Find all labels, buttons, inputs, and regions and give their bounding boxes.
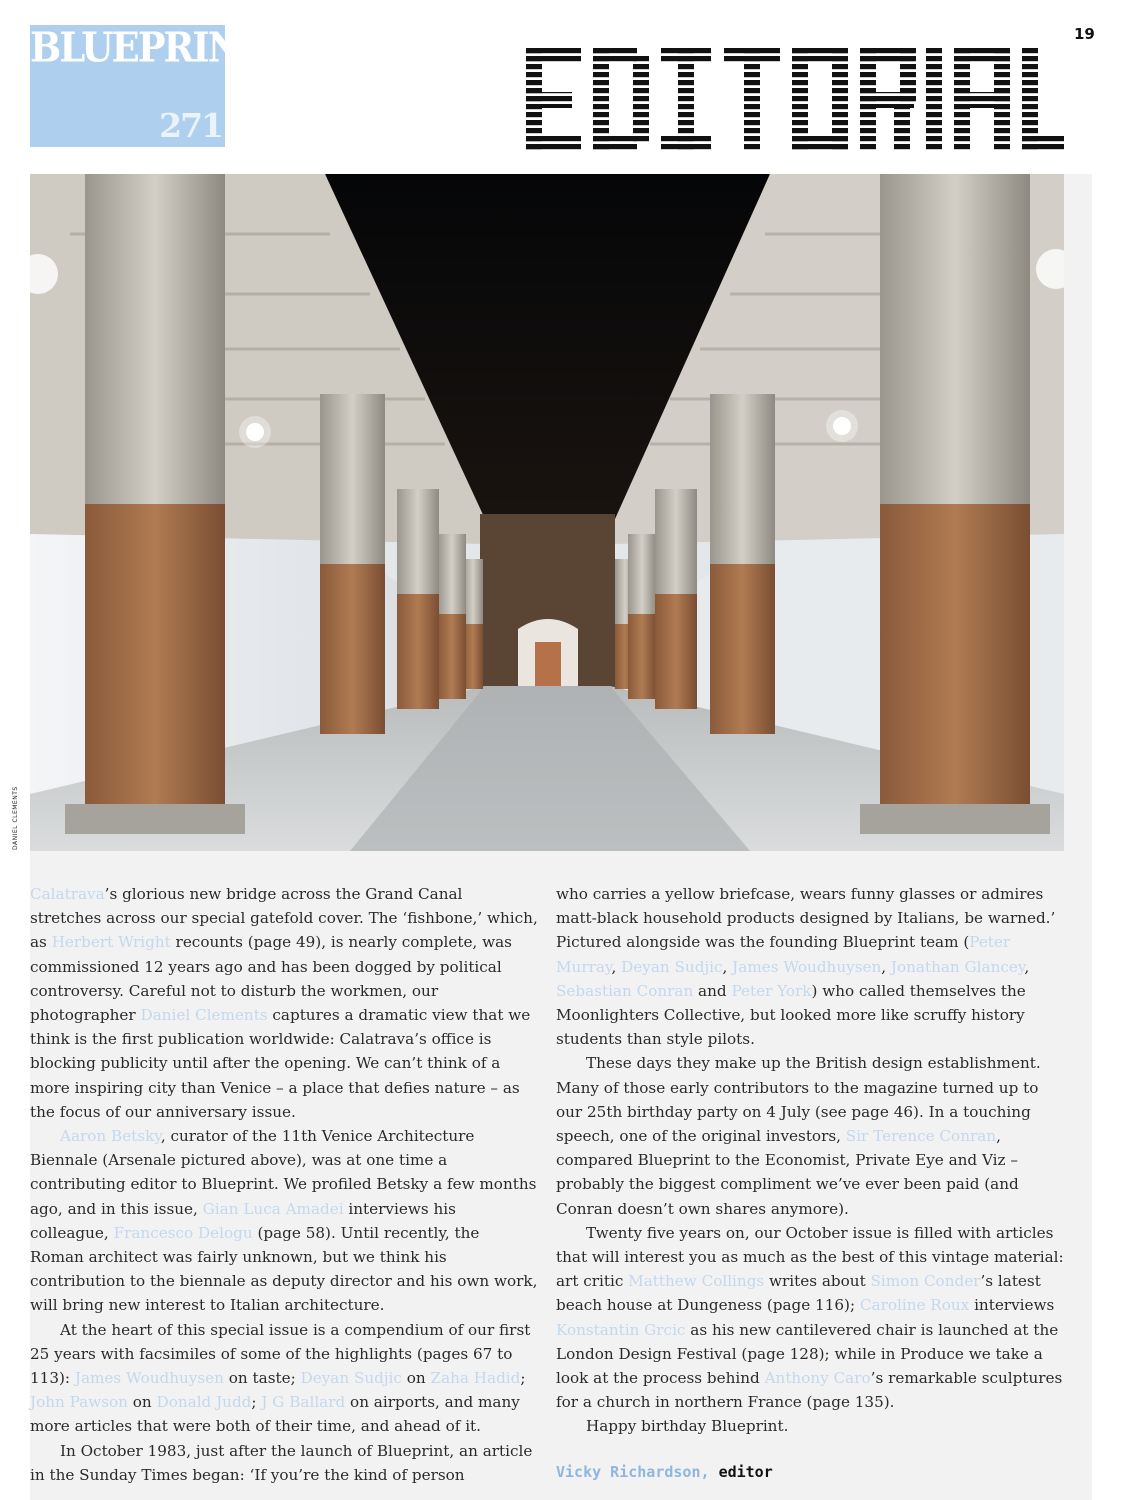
article-column-left bbox=[30, 882, 538, 1487]
paragraph-4a bbox=[30, 1439, 538, 1487]
paragraph-text: ’s glorious new bridge across the Grand Canal stretches across our special gatefold cover. The ‘fishbone,’ which, as bbox=[30, 885, 538, 952]
name-link[interactable]: Matthew Collings bbox=[628, 1272, 765, 1291]
paragraph-text: ; bbox=[520, 1369, 526, 1388]
name-link[interactable]: Zaha Hadid bbox=[430, 1369, 521, 1388]
editor-role: editor bbox=[718, 1463, 773, 1481]
paragraph-text: ; bbox=[251, 1393, 262, 1412]
name-link[interactable]: Daniel Clements bbox=[140, 1006, 268, 1025]
paragraph-text: and bbox=[693, 981, 732, 1000]
paragraph-text: on taste; bbox=[223, 1369, 301, 1388]
editor-signature bbox=[556, 1463, 773, 1481]
name-link[interactable]: J G Ballard bbox=[261, 1393, 346, 1412]
paragraph-text: Happy birthday Blueprint. bbox=[586, 1417, 789, 1436]
name-link[interactable]: John Pawson bbox=[30, 1393, 128, 1412]
editor-name[interactable]: Vicky Richardson, bbox=[556, 1463, 710, 1481]
arsenale-photo bbox=[30, 174, 1064, 851]
photo-credit: DANIEL CLEMENTS bbox=[12, 786, 19, 850]
logo-word: BLUEPRINT bbox=[30, 22, 265, 72]
page-number: 19 bbox=[1074, 25, 1095, 43]
name-link[interactable]: Caroline Roux bbox=[859, 1296, 970, 1315]
name-link[interactable]: Peter Murray bbox=[556, 933, 1011, 976]
article-column-right bbox=[556, 882, 1064, 1439]
paragraph-7 bbox=[556, 1414, 1064, 1438]
paragraph-text: At the heart of this special issue is a compendium of our first 25 years with facsimiles of some of the highlights (pages 67 to 113): bbox=[30, 1320, 531, 1388]
paragraph-text: ’s remarkable sculptures for a church in northern France (page 135). bbox=[556, 1369, 1063, 1412]
paragraph-text: , bbox=[881, 957, 891, 976]
paragraph-text: on bbox=[401, 1369, 431, 1388]
name-link[interactable]: Aaron Betsky bbox=[60, 1127, 161, 1146]
paragraph-6 bbox=[556, 1221, 1064, 1415]
paragraph-5 bbox=[556, 1051, 1064, 1220]
name-link[interactable]: Sebastian Conran bbox=[556, 981, 694, 1000]
paragraph-text: writes about bbox=[764, 1272, 871, 1291]
paragraph-text: ) who called themselves the Moonlighters Collective, but looked more like scruffy history students than style pilots. bbox=[556, 981, 1026, 1049]
paragraph-4b bbox=[556, 882, 1064, 1051]
name-link[interactable]: Deyan Sudjic bbox=[300, 1369, 402, 1388]
name-link[interactable]: Peter York bbox=[731, 981, 812, 1000]
paragraph-text: interviews his colleague, bbox=[30, 1199, 456, 1242]
paragraph-3 bbox=[30, 1318, 538, 1439]
paragraph-text: on airports, and many more articles that were both of their time, and ahead of it. bbox=[30, 1393, 520, 1436]
paragraph-2 bbox=[30, 1124, 538, 1318]
blueprint-logo[interactable] bbox=[30, 22, 265, 147]
paragraph-text: who carries a yellow briefcase, wears funny glasses or admires matt-black household products designed by Italians, be warned.’ Pictured alongside was the founding Blueprint team ( bbox=[556, 885, 1056, 952]
paragraph-text: Twenty five years on, our October issue is filled with articles that will interest you as much as the best of this vintage material: art critic bbox=[556, 1223, 1064, 1291]
paragraph-text: as his new cantilevered chair is launched at the London Design Festival (page 128); while in Produce we take a look at the process behind bbox=[556, 1320, 1059, 1388]
paragraph-1 bbox=[30, 882, 538, 1124]
paragraph-text: (page 58). Until recently, the Roman architect was fairly unknown, but we think his contribution to the biennale as deputy director and his own work, will bring new interest to Italian architecture. bbox=[30, 1223, 538, 1315]
paragraph-text: captures a dramatic view that we think is the first publication worldwide: Calatrava’s office is blocking publicity until after the opening. We can’t think of a more inspiring city than Venice – a place that defies nature – as the focus of our anniversary issue. bbox=[30, 1006, 531, 1121]
name-link[interactable]: Herbert Wright bbox=[51, 933, 171, 952]
paragraph-text: ’s latest beach house at Dungeness (page 116); bbox=[556, 1272, 1041, 1315]
paragraph-text: , bbox=[722, 957, 733, 976]
paragraph-text: These days they make up the British design establishment. Many of those early contributors to the magazine turned up to our 25th birthday party on 4 July (see page 46). In a touching speech, one of the original investors, bbox=[556, 1054, 1041, 1146]
paragraph-text: interviews bbox=[969, 1296, 1055, 1315]
name-link[interactable]: Gian Luca Amadei bbox=[202, 1199, 344, 1218]
name-link[interactable]: Konstantin Grcic bbox=[556, 1320, 686, 1339]
paragraph-text: , bbox=[1024, 957, 1030, 976]
name-link[interactable]: Donald Judd bbox=[156, 1393, 252, 1412]
issue-number: 271 bbox=[159, 106, 222, 145]
paragraph-text: , curator of the 11th Venice Architecture Biennale (Arsenale pictured above), was at one time a contributing editor to Blueprint. We profiled Betsky a few months ago, and in this issue, bbox=[30, 1127, 537, 1218]
paragraph-text: In October 1983, just after the launch of Blueprint, an article in the Sunday Times began: ‘If you’re the kind of person bbox=[30, 1441, 533, 1484]
photo-illustration bbox=[30, 174, 1064, 851]
name-link[interactable]: Deyan Sudjic bbox=[621, 957, 723, 976]
name-link[interactable]: Anthony Caro bbox=[764, 1369, 871, 1388]
name-link[interactable]: Sir Terence Conran bbox=[845, 1127, 997, 1146]
name-link[interactable]: Calatrava bbox=[30, 885, 105, 903]
name-link[interactable]: Jonathan Glancey bbox=[890, 957, 1025, 976]
paragraph-text: , bbox=[611, 957, 622, 976]
name-link[interactable]: James Woudhuysen bbox=[74, 1369, 224, 1388]
name-link[interactable]: Simon Conder bbox=[870, 1272, 981, 1291]
paragraph-text: , compared Blueprint to the Economist, Private Eye and Viz – probably the biggest compliment we’ve ever been paid (and Conran doesn’t own shares anymore). bbox=[556, 1127, 1019, 1218]
section-title bbox=[526, 48, 1064, 152]
name-link[interactable]: James Woudhuysen bbox=[732, 957, 882, 976]
paragraph-text: on bbox=[127, 1393, 157, 1412]
paragraph-text: recounts (page 49), is nearly complete, was commissioned 12 years ago and has been dogged by political controversy. Careful not to disturb the workmen, our photographer bbox=[30, 933, 512, 1025]
name-link[interactable]: Francesco Delogu bbox=[113, 1223, 253, 1242]
